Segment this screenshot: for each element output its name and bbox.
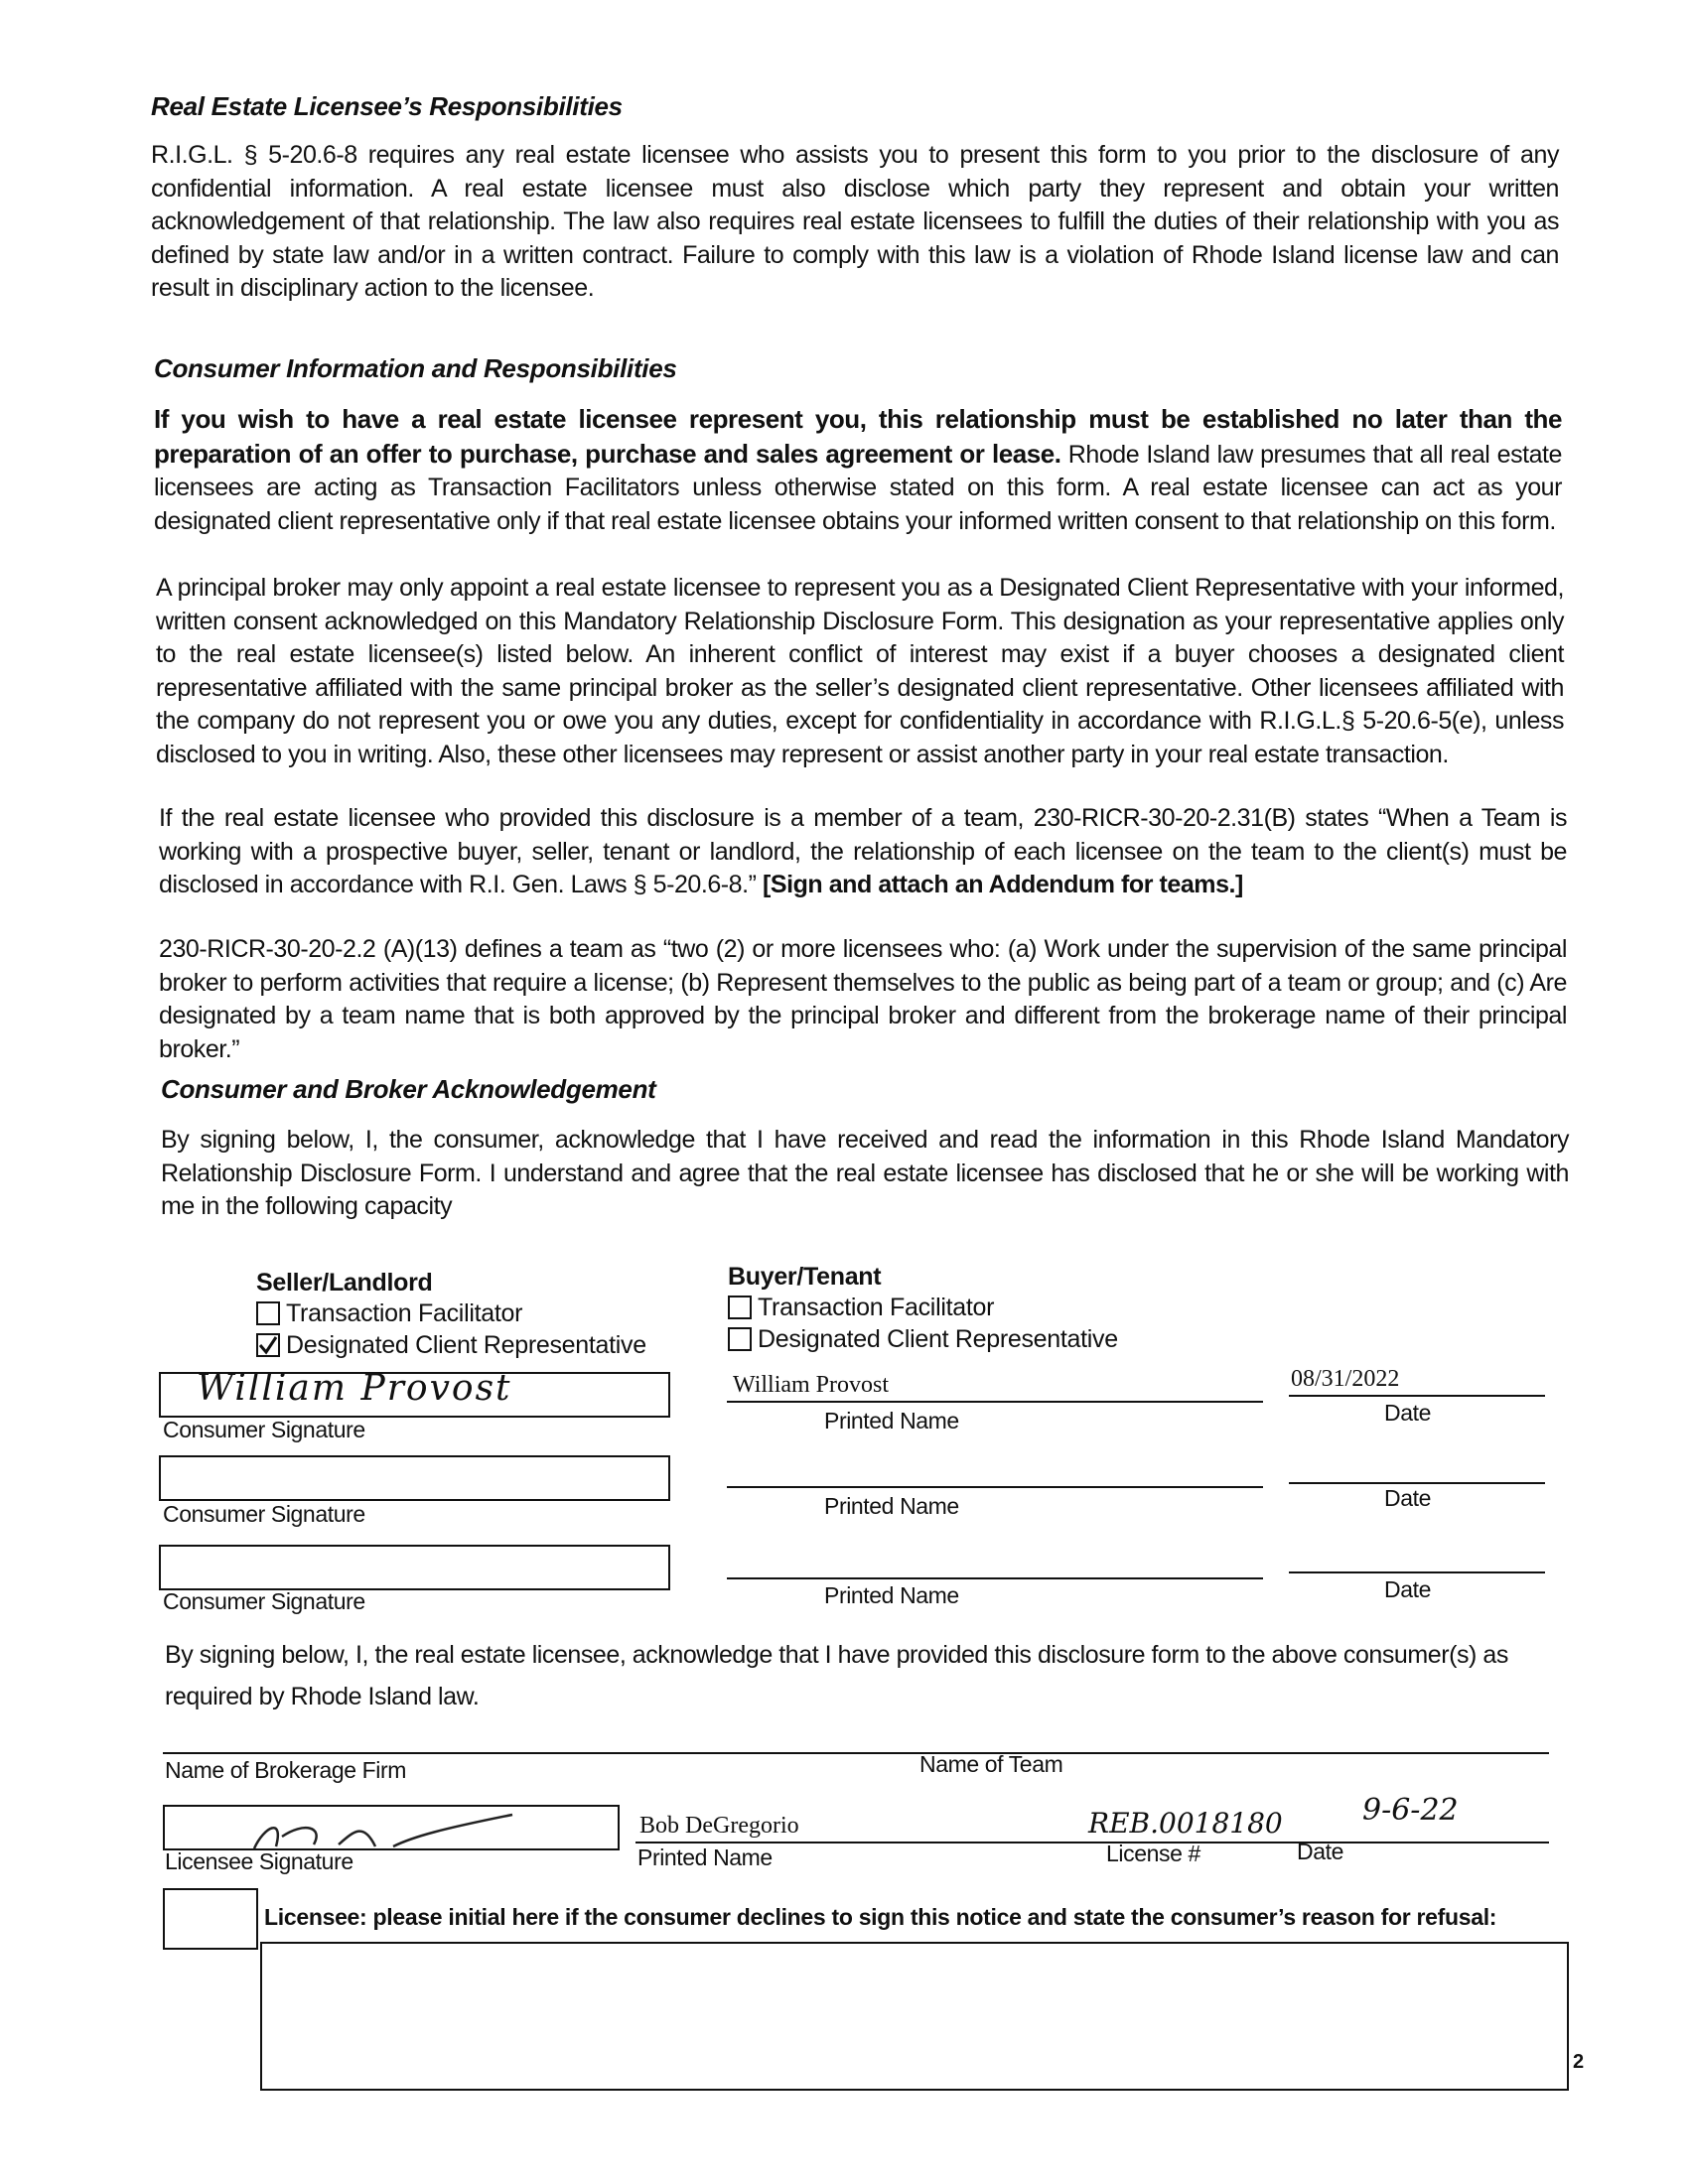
date-line-1[interactable] [1289,1394,1545,1397]
consumer-info-paragraph-3 [159,802,1567,902]
section-heading-consumer-information: Consumer Information and Responsibilities [154,353,677,383]
refusal-reason-box[interactable] [260,1942,1569,2091]
option-label: Transaction Facilitator [286,1298,523,1327]
licensee-signature-label: Licensee Signature [165,1848,353,1874]
consumer-signature-box-2[interactable] [159,1455,670,1501]
licensee-printed-name-value: Bob DeGregorio [639,1813,799,1839]
checkbox[interactable] [728,1296,752,1319]
licensee-responsibilities-text: R.I.G.L. § 5-20.6-8 requires any real estate licensee who assists you to present this form to you prior to the disclosure of any confidential information. A real estate licensee must also disclose which party they represent and obtain your written acknowledgement of that relationship. The law also requires real estate licensees to fulfill the duties of their relationship with you as defined by state law and/or in a written contract. Failure to comply with this law is a violation of Rhode Island license law and can result in disciplinary action to the licensee. [151,141,1559,302]
option-label: Transaction Facilitator [758,1293,995,1321]
licensee-date-value: 9-6-22 [1362,1793,1459,1828]
brokerage-firm-line[interactable] [163,1751,1549,1754]
consumer-signature-label-2: Consumer Signature [163,1501,365,1527]
date-label-1: Date [1384,1400,1431,1426]
team-disclosure-text: If the real estate licensee who provided this disclosure is a member of a team, 230-RICR-30-20-2.31(B) states “When a Team is working with a prospective buyer, seller, tenant or landlord, the relationship of each licensee on the team to the client(s) must be disclosed in accordance with R.I. Gen. Laws § 5-20.6-8.” [159,804,1567,898]
licensee-signature-box[interactable] [163,1805,620,1850]
consumer-signature-handwriting: William Provost [197,1368,512,1409]
consumer-info-paragraph-4: 230-RICR-30-20-2.2 (A)(13) defines a team as “two (2) or more licensees who: (a) Work under the supervision of the same principal broker to perform activities that require a license; (b) Represent themselves to the public as being part of a team or group; and (c) Are designated by a team name that is both approved by the principal broker and different from the brokerage name of their principal broker.” [159,935,1567,1063]
licensee-signature-text [165,1807,168,1808]
seller-landlord-group [256,1269,646,1361]
date-line-2[interactable] [1289,1481,1545,1484]
consumer-signature-box-3[interactable] [159,1545,670,1590]
buyer-tenant-heading: Buyer/Tenant [728,1263,882,1291]
date-value-1: 08/31/2022 [1291,1366,1400,1392]
consumer-info-paragraph-2: A principal broker may only appoint a real estate licensee to represent you as a Designated Client Representative with your informed, written consent acknowledged on this Mandatory Relationship Disclosure Form. This designation as your representative applies only to the real estate licensee(s) listed below. An inherent conflict of interest may exist if a buyer chooses a designated client representative affiliated with the same principal broker as the seller’s designated client representative. Other licensees affiliated with the company do not represent you or owe you any duties, except for confidentiality in accordance with R.I.G.L.§ 5-20.6-5(e), unless disclosed to you in writing. Also, these other licensees may represent or assist another party in your real estate transaction. [156,574,1564,768]
seller-option-transaction-facilitator[interactable] [256,1297,646,1329]
page-number: 2 [1573,2051,1585,2073]
seller-option-designated-client-rep[interactable] [256,1329,646,1361]
printed-name-value-1: William Provost [733,1372,890,1398]
consumer-info-paragraph-1 [154,403,1562,538]
date-label-2: Date [1384,1485,1431,1511]
checkbox[interactable] [728,1327,752,1351]
license-number-value: REB.0018180 [1088,1807,1283,1840]
brokerage-firm-label: Name of Brokerage Firm [165,1757,406,1783]
printed-name-line-1[interactable] [727,1400,1263,1403]
team-name-label: Name of Team [919,1751,1063,1777]
consumer-info-bold-lead: If you wish to have a real estate licensee represent you, this relationship must be established no later than the preparation of an offer to purchase, purchase and sales agreement or lease. [154,404,1562,469]
consumer-info-rest: Rhode Island law presumes that all real estate licensees are acting as Transaction Facilitators unless otherwise stated on this form. A real estate licensee can act as your designated client representative only if that real estate licensee obtains your informed written consent to that relationship on this form. [154,440,1563,535]
printed-name-label-3: Printed Name [824,1582,959,1608]
printed-name-line-3[interactable] [727,1576,1263,1579]
printed-name-label-2: Printed Name [824,1493,959,1519]
date-line-3[interactable] [1289,1570,1545,1573]
licensee-initial-box[interactable] [163,1888,258,1950]
date-label-3: Date [1384,1576,1431,1602]
checkmark-icon [258,1335,278,1355]
buyer-option-designated-client-rep[interactable] [728,1323,1118,1355]
option-label: Designated Client Representative [286,1330,646,1359]
consumer-signature-box-1[interactable] [159,1368,670,1418]
buyer-option-transaction-facilitator[interactable] [728,1292,1118,1323]
license-number-label: License # [1106,1841,1200,1866]
licensee-printed-name-label: Printed Name [637,1844,773,1870]
team-addendum-note: [Sign and attach an Addendum for teams.] [763,871,1243,898]
licensee-info-line[interactable] [635,1841,1549,1843]
section-heading-acknowledgement: Consumer and Broker Acknowledgement [161,1074,656,1104]
licensee-date-label: Date [1297,1839,1343,1864]
consumer-acknowledgement-text: By signing below, I, the consumer, acknowledge that I have received and read the information in this Rhode Island Mandatory Relationship Disclosure Form. I understand and agree that the real estate licensee has disclosed that he or she will be working with me in the following capacity [161,1126,1569,1220]
option-label: Designated Client Representative [758,1324,1118,1353]
section-heading-licensee-responsibilities: Real Estate Licensee’s Responsibilities [151,91,623,121]
checkbox-checked[interactable] [256,1333,280,1357]
printed-name-line-2[interactable] [727,1485,1263,1488]
printed-name-label-1: Printed Name [824,1408,959,1433]
checkbox[interactable] [256,1301,280,1325]
refusal-label: Licensee: please initial here if the consumer declines to sign this notice and state the consumer’s reason for refusal: [264,1904,1497,1930]
consumer-signature-label-3: Consumer Signature [163,1588,365,1614]
licensee-signature-mark [165,1807,622,1852]
buyer-tenant-group [728,1263,1118,1355]
seller-landlord-heading: Seller/Landlord [256,1269,433,1297]
licensee-acknowledgement-text: By signing below, I, the real estate licensee, acknowledge that I have provided this disclosure form to the above consumer(s) as required by Rhode Island law. [165,1641,1508,1710]
consumer-signature-label-1: Consumer Signature [163,1417,365,1442]
